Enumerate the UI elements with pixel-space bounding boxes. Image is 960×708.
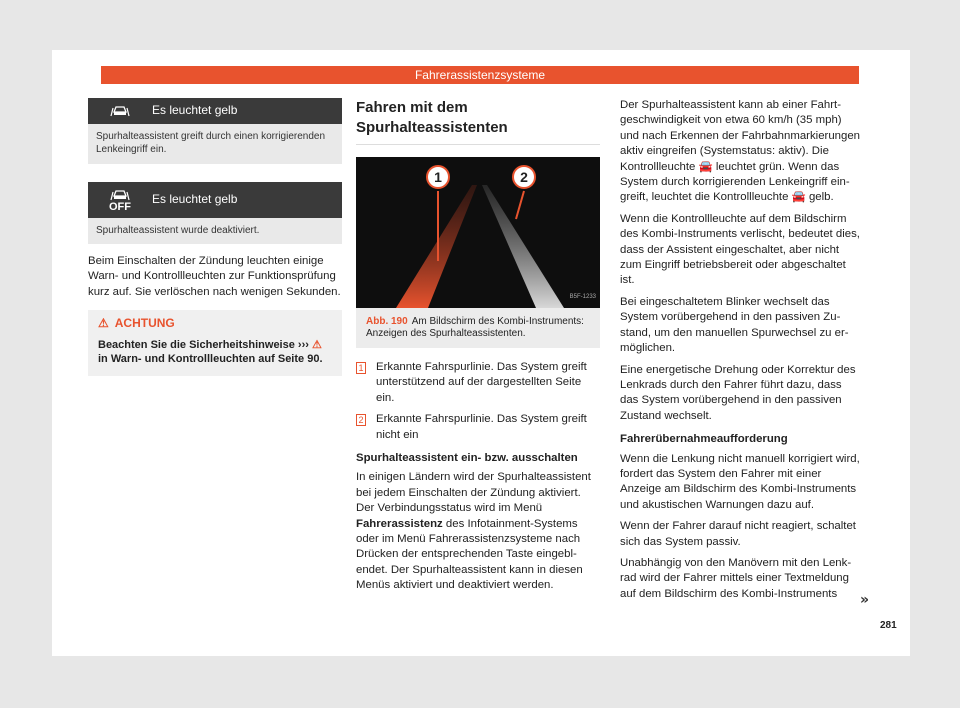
lane-display-figure [356,157,600,308]
warning-label: ACHTUNG [114,316,175,331]
paragraph-6: Wenn der Fahrer darauf nicht reagiert, schaltet sich das System passiv. [620,520,856,548]
item-text: Erkannte Fahrspurlinie. Das System greift nicht ein [376,413,587,441]
list-item [356,412,600,443]
switch-paragraph: In einigen Ländern wird der Spurhalteassistent bei jedem Einschalten der Zündung aktiviert. Der Verbindungsstatus wird im Menü Fahrerassistenz des Infotainment-Systems oder im Menü Fahrerassistenzsysteme nach Drücken der entsprechenden Taste eingeblendet. Der Spurhalteassistent kann in diesen Menüs aktiviert und deaktiviert werden. [356,471,591,592]
warning-text-part1: Beachten Sie die Sicherheitshinweise [98,338,295,351]
paragraph-activation: Der Spurhalteassistent kann ab einer Fahrtgeschwindigkeit von etwa 60 km/h (35 mph) und nach Erkennen der Fahrbahnmarkierungen aktiv eingreifen (Systemstatus: aktiv). Die Kontrollleuchte 🚘 leuchtet grün. Wenn das System durch korrigierenden Lenkeingriff eingreift, leuchtet die Kontrollleuchte 🚘 gelb. [620,99,860,204]
column-right [620,98,860,608]
column-left [88,98,342,376]
paragraph-7: Unabhängig von den Manövern mit den Lenkrad wird der Fahrer mittels einer Textmeldung auf dem Bildschirm des Kombi-Instruments [620,556,852,600]
item-number: 2 [356,414,366,426]
figure-caption [356,308,600,348]
paragraph-3: Bei eingeschaltetem Blinker wechselt das System vorübergehend in den passiven Zustand, um den manuellen Spurwechsel zu ermöglichen. [620,295,849,355]
warning-header [88,310,342,335]
lane-assist-icon [88,105,152,117]
figure-code: B5F-1233 [569,293,596,300]
callout-2: 2 [512,165,536,189]
paragraph-2: Wenn die Kontrollleuchte auf dem Bildschirm des Kombi-Instruments verlischt, bedeutet dies, dass der Assistent eingeschaltet, aber nicht zum Eingriff betriebsbereit oder abgeschaltet ist. [620,212,860,287]
paragraph-5: Wenn die Lenkung nicht manuell korrigiert wird, fordert das System den Fahrer mit einer Anzeige am Bildschirm des Kombi-Instruments und akustischen Warnungen dazu auf. [620,452,860,511]
section-title: Fahren mit dem Spurhalteassistenten [356,98,600,145]
warning-triangle-icon: ⚠ [311,338,322,351]
paragraph-4: Eine energetische Drehung oder Korrektur des Lenkrads durch den Fahrer führt dazu, dass das System vorübergehend in den passiven Zustand wechselt. [620,363,856,422]
lane-assist-icon: 🚘 [791,191,806,204]
intro-paragraph: Beim Einschalten der Zündung leuchten einige Warn- und Kontrollleuchten zur Funktionsprüfung kurz auf. Sie verlöschen nach wenigen Sekunden. [88,255,341,298]
chapter-header: Fahrerassistenzsysteme [101,66,859,84]
figure-caption-text: Am Bildschirm des Kombi-Instruments: Anzeigen des Spurhalteassistenten. [366,316,584,339]
warning-text-part2: in Warn- und Kontrollleuchten auf Seite 90. [98,352,323,365]
lane-assist-off-icon [88,189,152,212]
lamp-title-1: Es leuchtet gelb [152,103,238,118]
off-label: OFF [109,200,131,213]
lane-assist-icon: 🚘 [698,160,713,173]
subsection-title: Spurhalteassistent ein- bzw. ausschalten [356,452,578,465]
warning-triangle-icon: ⚠ [98,316,109,331]
item-number: 1 [356,362,366,374]
lamp-header-1 [88,98,342,124]
lamp-title-2: Es leuchtet gelb [152,192,238,207]
column-middle [356,98,600,600]
menu-name: Fahrerassistenz [356,517,443,530]
link-arrows[interactable]: ››› [297,338,309,351]
lamp-text-2: Spurhalteassistent wurde deaktiviert. [88,218,342,244]
page-number: 281 [880,620,897,631]
callout-1: 1 [426,165,450,189]
subsection-title: Fahrerübernahmeaufforderung [620,433,788,446]
figure-label: Abb. 190 [366,316,408,327]
lamp-text-1: Spurhalteassistent greift durch einen korrigierenden Lenkeingriff ein. [88,124,342,164]
list-item [356,360,600,406]
lamp-header-2 [88,182,342,218]
warning-box [88,310,342,375]
item-text: Erkannte Fahrspurlinie. Das System greift unterstützend auf der dargestellten Seite ein. [376,361,587,404]
warning-text [88,336,342,376]
continue-arrow: » [860,592,870,608]
